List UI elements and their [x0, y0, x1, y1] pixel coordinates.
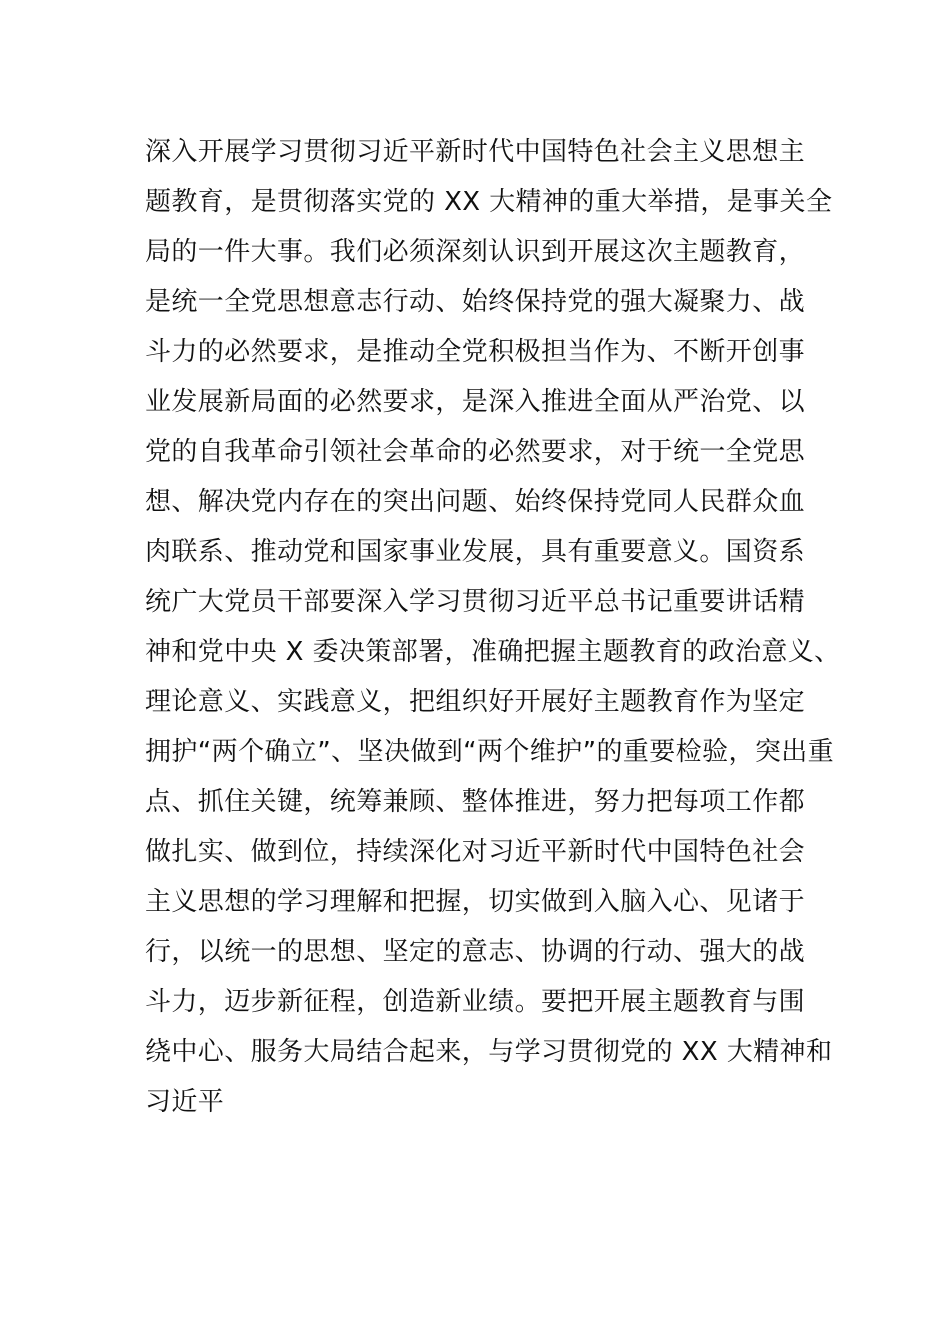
text-line: 是统一全党思想意志行动、始终保持党的强大凝聚力、战 [145, 287, 806, 317]
text-line: 习近平 [145, 1087, 225, 1117]
text-line: 点、抓住关键，统筹兼顾、整体推进，努力把每项工作都 [145, 787, 806, 817]
text-line: 党的自我革命引领社会革命的必然要求，对于统一全党思 [145, 437, 806, 467]
text-line: 绕中心、服务大局结合起来，与学习贯彻党的 XX 大精神和 [145, 1037, 833, 1067]
text-line: 局的一件大事。我们必须深刻认识到开展这次主题教育， [145, 237, 806, 267]
text-line: 主义思想的学习理解和把握，切实做到入脑入心、见诸于 [145, 887, 806, 917]
text-line: 统广大党员干部要深入学习贯彻习近平总书记重要讲话精 [145, 587, 806, 617]
text-line: 业发展新局面的必然要求，是深入推进全面从严治党、以 [145, 387, 806, 417]
text-line: 斗力的必然要求，是推动全党积极担当作为、不断开创事 [145, 337, 806, 367]
text-line: 理论意义、实践意义，把组织好开展好主题教育作为坚定 [145, 687, 806, 717]
text-line: 神和党中央 X 委决策部署，准确把握主题教育的政治意义、 [145, 637, 841, 667]
text-line: 斗力，迈步新征程，创造新业绩。要把开展主题教育与围 [145, 987, 806, 1017]
text-line: 题教育，是贯彻落实党的 XX 大精神的重大举措，是事关全 [145, 187, 833, 217]
text-line: 肉联系、推动党和国家事业发展，具有重要意义。国资系 [145, 537, 806, 567]
text-line: 拥护“两个确立”、坚决做到“两个维护”的重要检验，突出重 [145, 737, 835, 767]
text-line: 深入开展学习贯彻习近平新时代中国特色社会主义思想主 [145, 137, 806, 167]
text-line: 做扎实、做到位，持续深化对习近平新时代中国特色社会 [145, 837, 806, 867]
text-line: 想、解决党内存在的突出问题、始终保持党同人民群众血 [145, 487, 806, 517]
body-paragraph [145, 127, 841, 1127]
text-line: 行，以统一的思想、坚定的意志、协调的行动、强大的战 [145, 937, 806, 967]
